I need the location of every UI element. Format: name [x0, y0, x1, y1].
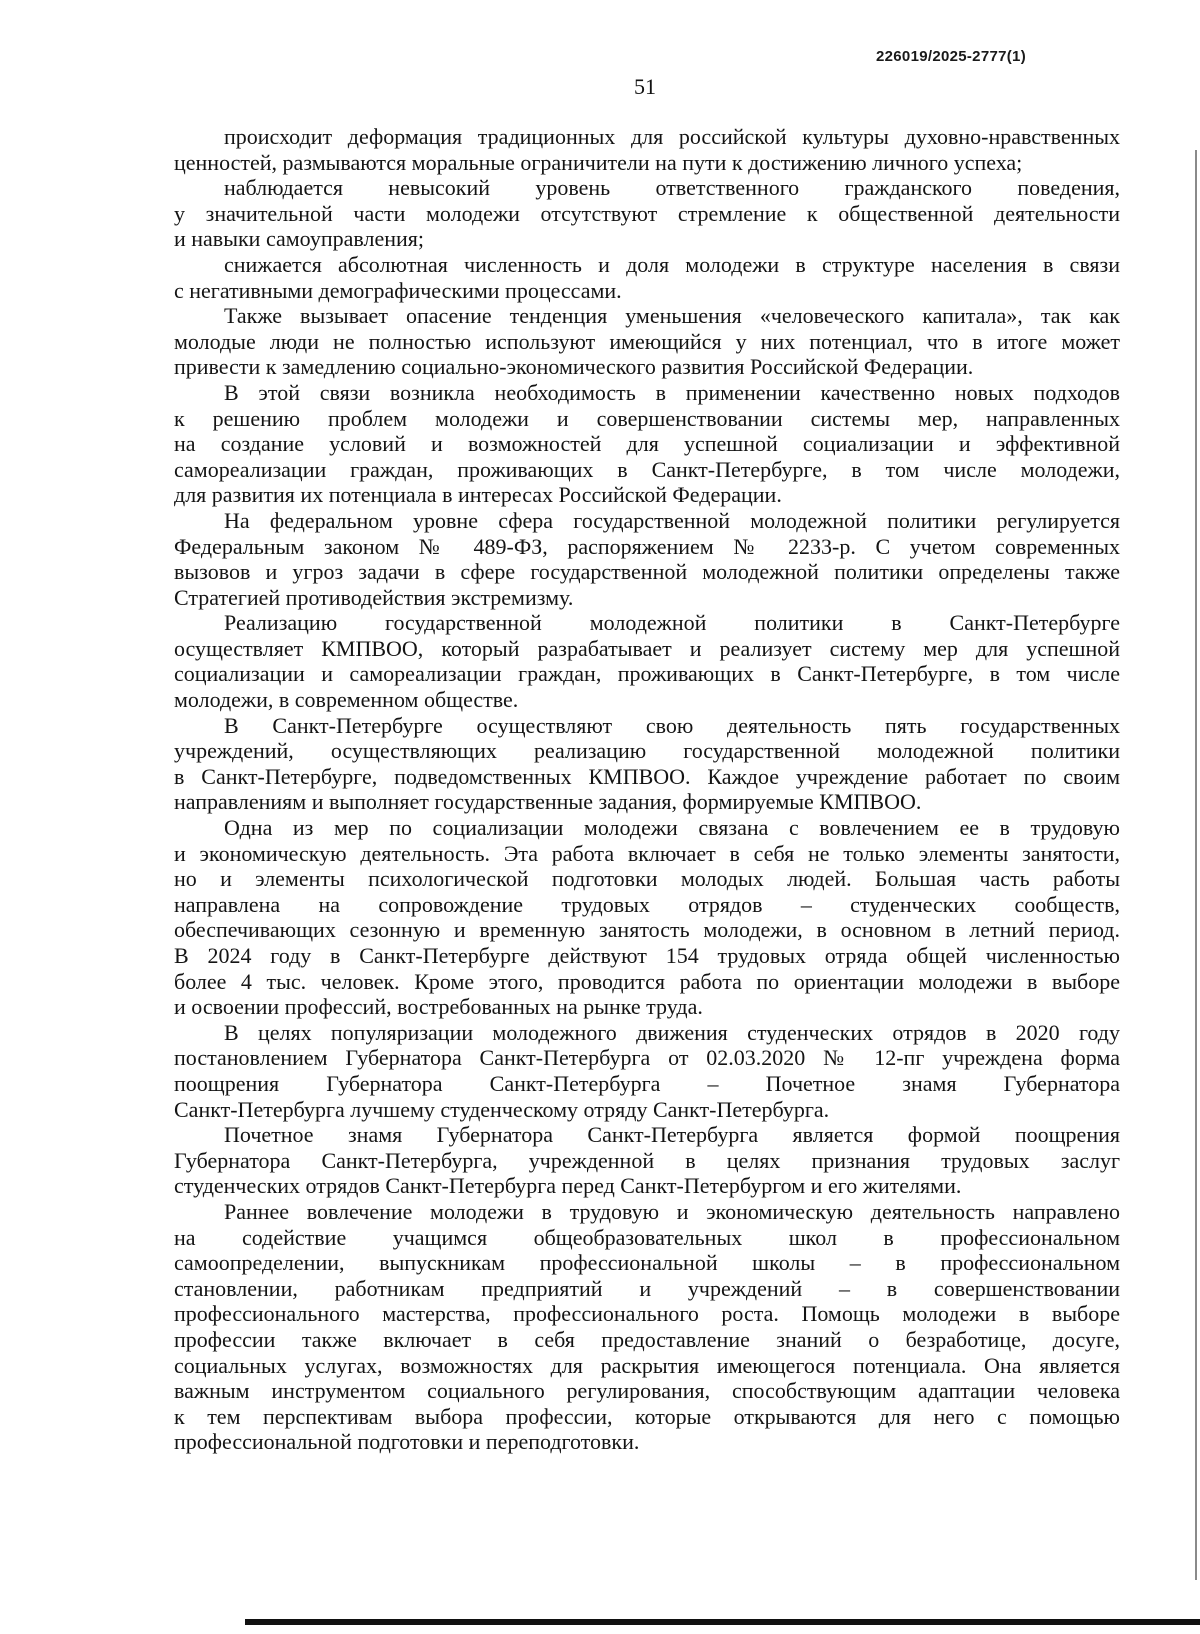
text-line: наблюдается невысокий уровень ответственного гражданского поведения,	[224, 175, 1120, 201]
scan-bottom-bar	[245, 1619, 1200, 1625]
text-line: На федеральном уровне сфера государственной молодежной политики регулируется	[224, 507, 1120, 533]
text-line: более 4 тыс. человек. Кроме этого, проводится работа по ориентации молодежи в выборе	[174, 968, 1120, 994]
text-line: В 2024 году в Санкт-Петербурге действуют 154 трудовых отряда общей численностью	[174, 943, 1120, 968]
text-line: привести к замедлению социально-экономического развития Российской Федерации.	[174, 354, 974, 380]
text-line: у значительной части молодежи отсутствуют стремление к общественной деятельности	[174, 200, 1120, 226]
text-line: студенческих отрядов Санкт-Петербурга перед Санкт-Петербургом и его жителями.	[174, 1173, 962, 1199]
text-line: Реализацию государственной молодежной политики в Санкт-Петербурге	[224, 610, 1120, 636]
paragraph	[174, 1122, 1120, 1199]
text-line: ценностей, размываются моральные ограничители на пути к достижению личного успеха;	[174, 149, 1023, 175]
text-line: направлена на сопровождение трудовых отрядов – студенческих сообществ,	[174, 891, 1120, 917]
text-line: обеспечивающих сезонную и временную занятость молодежи, в основном в летний период.	[174, 917, 1120, 943]
text-line: учреждений, осуществляющих реализацию государственной молодежной политики	[174, 738, 1120, 764]
text-line: в Санкт-Петербурге, подведомственных КМПВОО. Каждое учреждение работает по своим	[174, 763, 1120, 789]
text-line: самоопределении, выпускникам профессиональной школы – в профессиональном	[174, 1250, 1120, 1276]
text-line: В целях популяризации молодежного движения студенческих отрядов в 2020 году	[224, 1019, 1120, 1045]
text-line: Санкт-Петербурга лучшему студенческому отряду Санкт-Петербурга.	[174, 1096, 830, 1122]
text-line: направлениям и выполняет государственные задания, формируемые КМПВОО.	[174, 789, 922, 815]
text-line: Стратегией противодействия экстремизму.	[174, 584, 574, 610]
text-line: профессионального мастерства, профессионального роста. Помощь молодежи в выборе	[174, 1301, 1120, 1327]
text-line: В Санкт-Петербурге осуществляют свою деятельность пять государственных	[224, 712, 1120, 738]
paragraph	[174, 610, 1120, 712]
text-line: происходит деформация традиционных для российской культуры духовно-нравственных	[224, 124, 1120, 149]
text-line: и экономическую деятельность. Эта работа включает в себя не только элементы занятости,	[174, 840, 1120, 866]
text-line: профессиональной подготовки и переподготовки.	[174, 1429, 640, 1455]
text-line: к решению проблем молодежи и совершенствовании системы мер, направленных	[174, 405, 1120, 431]
text-line: Губернатора Санкт-Петербурга, учрежденной в целях признания трудовых заслуг	[174, 1147, 1120, 1173]
text-line: Одна из мер по социализации молодежи связана с вовлечением ее в трудовую	[224, 815, 1120, 841]
paragraph	[174, 508, 1120, 610]
paragraph	[174, 713, 1120, 815]
text-line: поощрения Губернатора Санкт-Петербурга – Почетное знамя Губернатора	[174, 1070, 1120, 1096]
text-line: но и элементы психологической подготовки молодых людей. Большая часть работы	[174, 866, 1120, 892]
paragraph	[174, 303, 1120, 380]
text-line: социальных услугах, возможностях для раскрытия имеющегося потенциала. Она является	[174, 1352, 1120, 1378]
text-line: самореализации граждан, проживающих в Санкт-Петербурге, в том числе молодежи,	[174, 456, 1120, 482]
paragraph	[174, 252, 1120, 303]
text-line: становлении, работникам предприятий и учреждений – в совершенствовании	[174, 1275, 1120, 1301]
text-line: Также вызывает опасение тенденция уменьшения «человеческого капитала», так как	[224, 303, 1120, 329]
text-line: молодежи, в современном обществе.	[174, 687, 519, 713]
document-body	[174, 124, 1120, 1455]
paragraph	[174, 380, 1120, 508]
text-line: к тем перспективам выбора профессии, которые открываются для него с помощью	[174, 1403, 1120, 1429]
text-line: Почетное знамя Губернатора Санкт-Петербурга является формой поощрения	[224, 1122, 1120, 1148]
text-line: профессии также включает в себя предоставление знаний о безработице, досуге,	[174, 1326, 1120, 1352]
text-line: Раннее вовлечение молодежи в трудовую и экономическую деятельность направлено	[224, 1198, 1120, 1224]
paragraph	[174, 124, 1120, 175]
text-line: на содействие учащимся общеобразовательных школ в профессиональном	[174, 1224, 1120, 1250]
text-line: осуществляет КМПВОО, который разрабатывает и реализует систему мер для успешной	[174, 635, 1120, 661]
paragraph	[174, 815, 1120, 1020]
text-line: с негативными демографическими процессами.	[174, 277, 622, 303]
page-number: 51	[634, 74, 656, 99]
text-line: важным инструментом социального регулирования, способствующим адаптации человека	[174, 1378, 1120, 1404]
scan-edge-line	[1195, 150, 1197, 1580]
text-line: Федеральным законом № 489-ФЗ, распоряжением № 2233-р. С учетом современных	[174, 533, 1120, 559]
text-line: на создание условий и возможностей для успешной социализации и эффективной	[174, 431, 1120, 457]
text-line: постановлением Губернатора Санкт-Петербурга от 02.03.2020 № 12-пг учреждена форма	[174, 1045, 1120, 1071]
text-line: вызовов и угроз задачи в сфере государственной молодежной политики определены также	[174, 559, 1120, 585]
text-line: и навыки самоуправления;	[174, 226, 424, 252]
text-line: молодые люди не полностью используют имеющийся у них потенциал, что в итоге может	[174, 328, 1120, 354]
paragraph	[174, 1199, 1120, 1455]
registration-number: 226019/2025-2777(1)	[876, 48, 1026, 65]
text-line: социализации и самореализации граждан, проживающих в Санкт-Петербурге, в том числе	[174, 661, 1120, 687]
paragraph	[174, 1020, 1120, 1122]
text-line: снижается абсолютная численность и доля молодежи в структуре населения в связи	[224, 251, 1120, 277]
text-line: для развития их потенциала в интересах Российской Федерации.	[174, 482, 782, 508]
paragraph	[174, 175, 1120, 252]
text-line: В этой связи возникла необходимость в применении качественно новых подходов	[224, 379, 1120, 405]
text-line: и освоении профессий, востребованных на рынке труда.	[174, 994, 703, 1020]
